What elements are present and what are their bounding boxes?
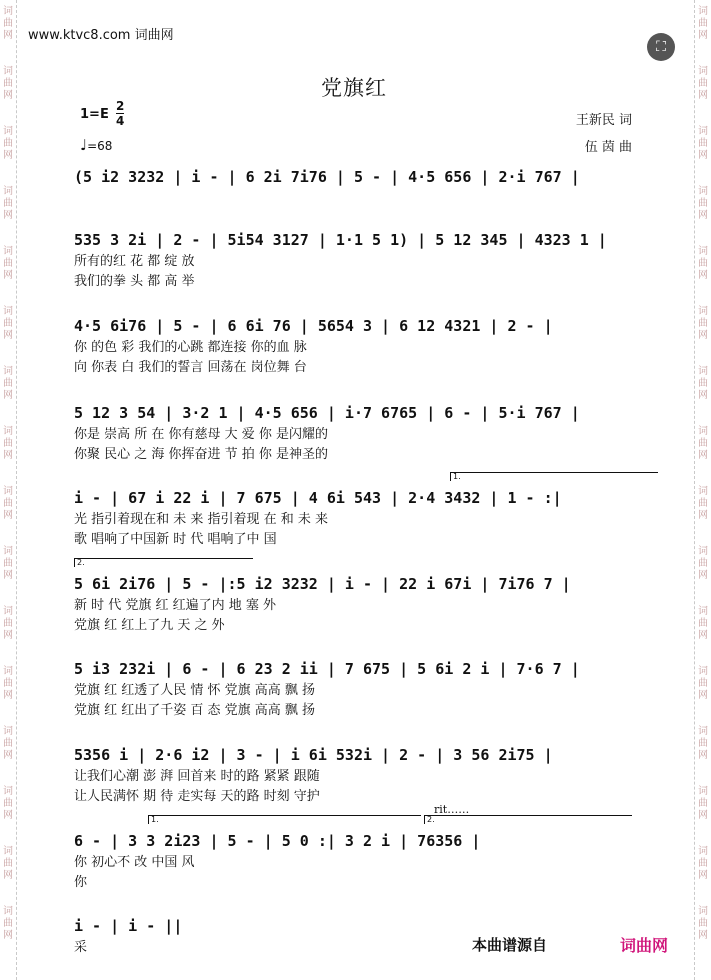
watermark-char: 网 [3, 90, 13, 101]
watermark-text [696, 306, 710, 342]
site-url[interactable]: www.ktvc8.com 词曲网 [28, 28, 174, 43]
score-row [74, 165, 634, 189]
rit-mark: rit…… [434, 803, 470, 816]
score-row [74, 829, 634, 893]
watermark-text [696, 426, 710, 462]
watermark-text [1, 906, 15, 942]
jianpu-notes: 535 3 2i | 2 - | 5i54 3127 | 1·1 5 1) | 5 12 345 | 4323 1 | [74, 231, 607, 249]
watermark-char: 词 [3, 726, 13, 737]
watermark-char: 曲 [698, 78, 708, 89]
watermark-char: 词 [698, 306, 708, 317]
watermark-char: 网 [3, 450, 13, 461]
watermark-char: 曲 [698, 618, 708, 629]
watermark-char: 词 [3, 126, 13, 137]
meter-bottom: 4 [116, 114, 125, 128]
watermark-char: 词 [698, 6, 708, 17]
jianpu-notes: 5 i3 232i | 6 - | 6 23 2 ii | 7 675 | 5 6i 2 i | 7·6 7 | [74, 660, 580, 678]
watermark-text [696, 486, 710, 522]
volta-bracket: 2. [424, 815, 632, 824]
watermark-char: 网 [698, 630, 708, 641]
watermark-text [1, 366, 15, 402]
watermark-text [696, 6, 710, 42]
lyric-line: 你 初心不 改 中国 风 [74, 855, 195, 870]
watermark-char: 词 [698, 546, 708, 557]
watermark-char: 词 [3, 906, 13, 917]
watermark-char: 曲 [3, 498, 13, 509]
lyric-line: 你 的色 彩 我们的心跳 都连接 你的血 脉 [74, 340, 307, 355]
watermark-char: 曲 [698, 258, 708, 269]
lyric-line: 我们的拳 头 都 高 举 [74, 274, 195, 289]
watermark-char: 网 [698, 510, 708, 521]
lyric-line: 歌 唱响了中国新 时 代 唱响了中 国 [74, 532, 277, 547]
watermark-char: 曲 [3, 438, 13, 449]
watermark-char: 曲 [698, 558, 708, 569]
volta-bracket: 1. [450, 472, 658, 481]
watermark-text [1, 186, 15, 222]
watermark-char: 网 [3, 870, 13, 881]
watermark-char: 网 [3, 690, 13, 701]
volta-bracket: 2. [74, 558, 253, 567]
watermark-char: 词 [3, 606, 13, 617]
watermark-char: 网 [3, 150, 13, 161]
fullscreen-icon: ⛶ [656, 39, 666, 55]
score-row [74, 401, 634, 465]
lyric-line: 采 [74, 940, 88, 955]
jianpu-notes: 5 6i 2i76 | 5 - |:5 i2 3232 | i - | 22 i 67i | 7i76 7 | [74, 575, 571, 593]
watermark-char: 词 [3, 6, 13, 17]
lyric-line: 所有的红 花 都 绽 放 [74, 254, 195, 269]
score-row [74, 572, 634, 636]
watermark-char: 曲 [3, 738, 13, 749]
score-row [74, 743, 634, 807]
watermark-char: 网 [698, 690, 708, 701]
watermark-char: 词 [698, 486, 708, 497]
jianpu-notes: 5 12 3 54 | 3·2 1 | 4·5 656 | i·7 6765 | 6 - | 5·i 767 | [74, 404, 580, 422]
watermark-char: 网 [3, 510, 13, 521]
watermark-char: 网 [698, 90, 708, 101]
source-note: 本曲谱源自 [472, 936, 548, 954]
watermark-text [1, 6, 15, 42]
watermark-text [696, 606, 710, 642]
song-title: 党旗红 [321, 76, 387, 100]
watermark-char: 词 [698, 426, 708, 437]
watermark-text [1, 786, 15, 822]
watermark-text [1, 426, 15, 462]
watermark-char: 词 [3, 366, 13, 377]
lyric-line: 党旗 红 红上了九 天 之 外 [74, 618, 225, 633]
watermark-text [1, 546, 15, 582]
watermark-text [696, 786, 710, 822]
watermark-text [696, 366, 710, 402]
watermark-char: 网 [698, 30, 708, 41]
tempo-mark [80, 136, 112, 154]
watermark-char: 网 [3, 330, 13, 341]
watermark-char: 曲 [3, 798, 13, 809]
watermark-char: 网 [698, 930, 708, 941]
watermark-char: 曲 [698, 678, 708, 689]
watermark-char: 网 [3, 570, 13, 581]
watermark-char: 曲 [698, 318, 708, 329]
watermark-char: 网 [698, 870, 708, 881]
fullscreen-button[interactable] [647, 33, 675, 61]
watermark-char: 网 [3, 270, 13, 281]
watermark-char: 词 [698, 246, 708, 257]
watermark-char: 网 [3, 630, 13, 641]
watermark-char: 曲 [3, 78, 13, 89]
watermark-text [696, 246, 710, 282]
score-page [24, 6, 684, 974]
key-signature: 1=E [80, 107, 109, 122]
volta-bracket: 1. [148, 815, 421, 824]
watermark-text [1, 606, 15, 642]
watermark-char: 曲 [698, 798, 708, 809]
watermark-text [696, 666, 710, 702]
lyricist-credit: 王新民 词 [575, 113, 632, 128]
watermark-char: 词 [698, 126, 708, 137]
watermark-char: 曲 [3, 558, 13, 569]
watermark-char: 网 [3, 210, 13, 221]
watermark-char: 曲 [698, 438, 708, 449]
watermark-text [696, 66, 710, 102]
left-watermark-column [0, 0, 17, 980]
watermark-char: 曲 [3, 918, 13, 929]
jianpu-notes: (5 i2 3232 | i - | 6 2i 7i76 | 5 - | 4·5 656 | 2·i 767 | [74, 168, 580, 186]
jianpu-notes: 5356 i | 2·6 i2 | 3 - | i 6i 532i | 2 - | 3 56 2i75 | [74, 746, 553, 764]
watermark-char: 网 [698, 150, 708, 161]
watermark-char: 网 [698, 330, 708, 341]
watermark-char: 词 [698, 906, 708, 917]
lyric-line: 你是 崇高 所 在 你有慈母 大 爱 你 是闪耀的 [74, 427, 329, 442]
lyric-line: 你 [74, 875, 88, 890]
watermark-char: 网 [698, 390, 708, 401]
composer-credit: 伍 茵 曲 [584, 140, 632, 155]
watermark-char: 网 [3, 30, 13, 41]
watermark-char: 词 [698, 186, 708, 197]
jianpu-notes: 4·5 6i76 | 5 - | 6 6i 76 | 5654 3 | 6 12 4321 | 2 - | [74, 317, 553, 335]
watermark-char: 词 [698, 366, 708, 377]
watermark-text [696, 546, 710, 582]
watermark-char: 词 [3, 426, 13, 437]
watermark-text [1, 666, 15, 702]
watermark-char: 词 [3, 306, 13, 317]
time-signature [116, 100, 124, 127]
watermark-char: 词 [3, 486, 13, 497]
watermark-text [1, 486, 15, 522]
watermark-text [696, 126, 710, 162]
lyric-line: 党旗 红 红透了人民 情 怀 党旗 高高 飘 扬 [74, 683, 316, 698]
watermark-char: 词 [698, 606, 708, 617]
lyric-line: 你聚 民心 之 海 你挥奋进 节 拍 你 是神圣的 [74, 447, 329, 462]
watermark-char: 曲 [3, 258, 13, 269]
watermark-char: 曲 [3, 678, 13, 689]
watermark-text [1, 126, 15, 162]
watermark-char: 网 [698, 450, 708, 461]
watermark-text [1, 246, 15, 282]
watermark-text [696, 846, 710, 882]
watermark-char: 曲 [3, 858, 13, 869]
watermark-char: 曲 [698, 858, 708, 869]
watermark-char: 曲 [698, 18, 708, 29]
watermark-char: 网 [3, 390, 13, 401]
watermark-text [1, 726, 15, 762]
watermark-char: 词 [698, 66, 708, 77]
watermark-char: 曲 [698, 498, 708, 509]
watermark-text [1, 846, 15, 882]
lyric-line: 新 时 代 党旗 红 红遍了内 地 塞 外 [74, 598, 277, 613]
watermark-char: 曲 [698, 198, 708, 209]
watermark-char: 曲 [3, 618, 13, 629]
score-row [74, 314, 634, 378]
watermark-text [1, 306, 15, 342]
watermark-char: 词 [3, 666, 13, 677]
watermark-char: 曲 [3, 198, 13, 209]
watermark-char: 曲 [3, 138, 13, 149]
watermark-char: 曲 [698, 138, 708, 149]
source-brand-link[interactable]: 词曲网 [620, 936, 669, 955]
lyric-line: 让我们心潮 澎 湃 回首来 时的路 紧紧 跟随 [74, 769, 320, 784]
watermark-char: 曲 [698, 378, 708, 389]
watermark-char: 曲 [3, 378, 13, 389]
watermark-char: 词 [698, 666, 708, 677]
watermark-char: 词 [3, 66, 13, 77]
lyric-line: 光 指引着现在和 未 来 指引着现 在 和 未 来 [74, 512, 329, 527]
tempo-value: =68 [87, 139, 113, 153]
watermark-char: 网 [698, 750, 708, 761]
watermark-char: 网 [3, 750, 13, 761]
watermark-char: 词 [698, 786, 708, 797]
quarter-note-icon: ♩ [80, 136, 88, 154]
watermark-char: 网 [698, 570, 708, 581]
watermark-char: 网 [3, 930, 13, 941]
watermark-char: 词 [3, 246, 13, 257]
watermark-text [696, 726, 710, 762]
watermark-char: 词 [698, 726, 708, 737]
score-row [74, 657, 634, 721]
lyric-line: 让人民满怀 期 待 走实每 天的路 时刻 守护 [74, 789, 320, 804]
score-row [74, 228, 634, 292]
watermark-char: 词 [698, 846, 708, 857]
right-watermark-column [694, 0, 711, 980]
score-row [74, 486, 634, 550]
jianpu-notes: 6 - | 3 3 2i23 | 5 - | 5 0 :| 3 2 i | 76356 | [74, 832, 481, 850]
watermark-text [1, 66, 15, 102]
jianpu-notes: i - | i - || [74, 917, 183, 935]
watermark-text [696, 906, 710, 942]
watermark-text [696, 186, 710, 222]
watermark-char: 曲 [3, 18, 13, 29]
watermark-char: 曲 [698, 918, 708, 929]
lyric-line: 党旗 红 红出了千姿 百 态 党旗 高高 飘 扬 [74, 703, 316, 718]
lyric-line: 向 你表 白 我们的誓言 回荡在 岗位舞 台 [74, 360, 307, 375]
watermark-char: 词 [3, 846, 13, 857]
watermark-char: 网 [698, 810, 708, 821]
watermark-char: 网 [3, 810, 13, 821]
meter-top: 2 [116, 99, 125, 113]
watermark-char: 曲 [3, 318, 13, 329]
watermark-char: 曲 [698, 738, 708, 749]
watermark-char: 词 [3, 186, 13, 197]
watermark-char: 词 [3, 786, 13, 797]
watermark-char: 网 [698, 210, 708, 221]
jianpu-notes: i - | 67 i 22 i | 7 675 | 4 6i 543 | 2·4 3432 | 1 - :| [74, 489, 562, 507]
watermark-char: 词 [3, 546, 13, 557]
watermark-char: 网 [698, 270, 708, 281]
score-row [74, 914, 634, 958]
